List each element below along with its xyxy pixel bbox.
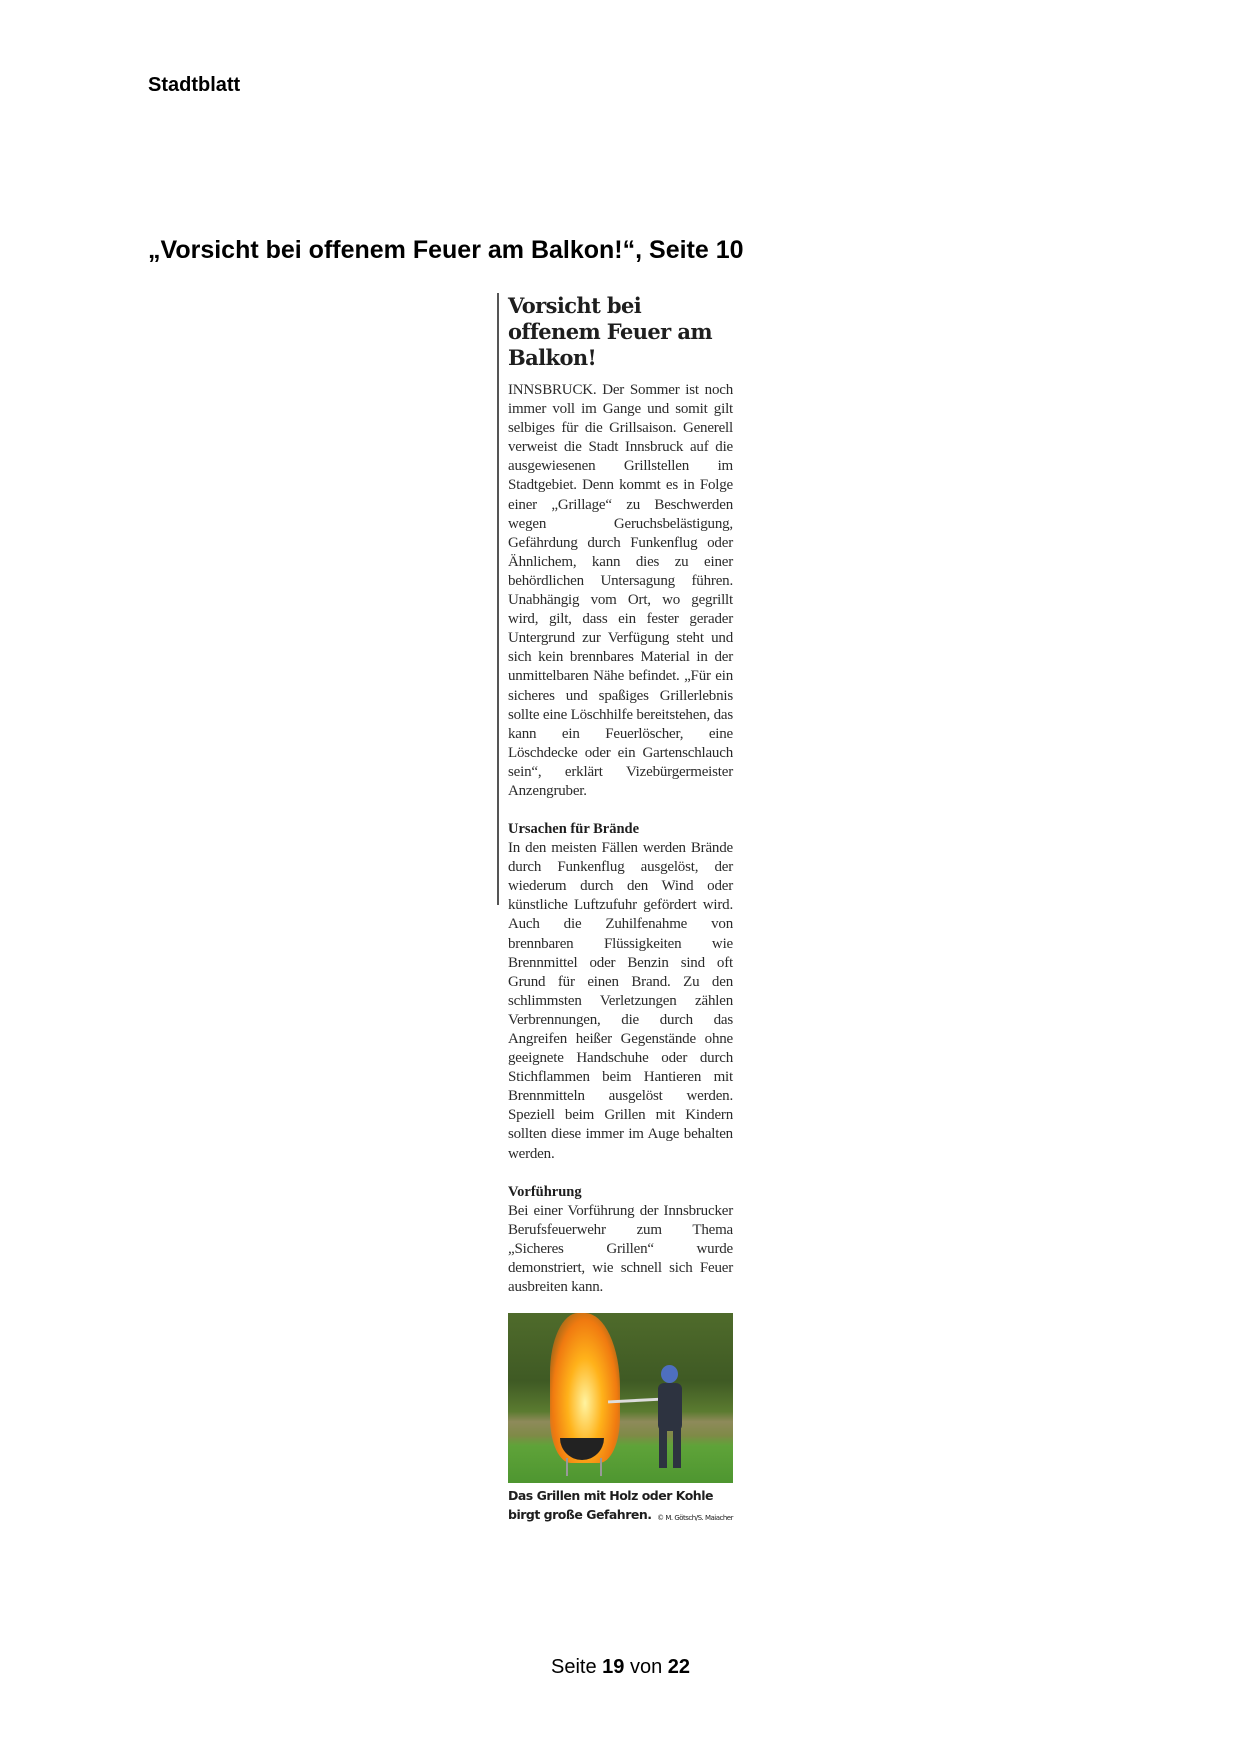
photo-caption: [508, 1486, 733, 1524]
article-subheading: Vorführung: [508, 1183, 582, 1200]
page-prefix: Seite: [550, 1656, 603, 1678]
firefighter-graphic: [658, 1383, 682, 1431]
article-reference-title: „Vorsicht bei offenem Feuer am Balkon!“, Seite 10: [148, 236, 744, 264]
caption-text: Das Grillen mit Holz oder Kohle birgt große Gefahren.: [508, 1488, 713, 1523]
page-number: [0, 1656, 1241, 1679]
article-paragraph: In den meisten Fällen werden Brände durch Funkenflug ausgelöst, der wiederum durch den Wind oder künstliche Luftzufuhr gefördert wird. Auch die Zuhilfenahme von brennbaren Flüssigkeiten wie Brennmittel oder Benzin sind oft Grund für einen Brand. Zu den schlimmsten Verletzungen zählen Verbrennungen, die durch das Angreifen heißer Gegenstände ohne geeignete Handschuhe oder durch Stichflammen beim Hantieren mit Brennmitteln ausgelöst werden. Speziell beim Grillen mit Kindern sollten diese immer im Auge behalten werden.: [508, 840, 733, 1162]
grill-legs-graphic: [566, 1458, 602, 1476]
firefighter-helmet-graphic: [661, 1365, 678, 1383]
firefighter-legs-graphic: [659, 1428, 681, 1468]
page-middle: von: [624, 1656, 668, 1678]
column-rule: [497, 293, 499, 905]
article-subheading: Ursachen für Brände: [508, 821, 640, 838]
article-paragraph: INNSBRUCK. Der Sommer ist noch immer voll im Gange und somit gilt selbiges für die Grillsaison. Generell verweist die Stadt Innsbruck auf die ausgewiesenen Grillstellen im Stadtgebiet. Denn kommt es in Folge einer „Grillage“ zu Beschwerden wegen Geruchsbelästigung, Gefährdung durch Funkenflug oder Ähnlichem, kann dies zu einer behördlichen Untersagung führen. Unabhängig vom Ort, wo gegrillt wird, gilt, dass ein fester gerader Untergrund zur Verfügung steht und sich kein brennbares Material in der unmittelbaren Nähe befindet. „Für ein sicheres und spaßiges Grillerlebnis sollte eine Löschhilfe bereitstehen, das kann ein Feuerlöscher, eine Löschdecke oder ein Gartenschlauch sein“, erklärt Vizebürgermeister Anzengruber.: [508, 382, 733, 799]
article-photo: [508, 1313, 733, 1483]
total-pages: 22: [667, 1656, 690, 1678]
current-page: 19: [602, 1656, 625, 1678]
article-paragraph: Bei einer Vorführung der Innsbrucker Berufsfeuerwehr zum Thema „Sicheres Grillen“ wurde demonstriert, wie schnell sich Feuer ausbreiten kann.: [508, 1202, 733, 1296]
photo-credit: © M. Götsch/S. Maiacher: [657, 1514, 733, 1523]
article-clipping: [508, 293, 733, 1528]
article-headline: Vorsicht bei offenem Feuer am Balkon!: [508, 293, 712, 370]
publication-name: Stadtblatt: [148, 74, 241, 96]
